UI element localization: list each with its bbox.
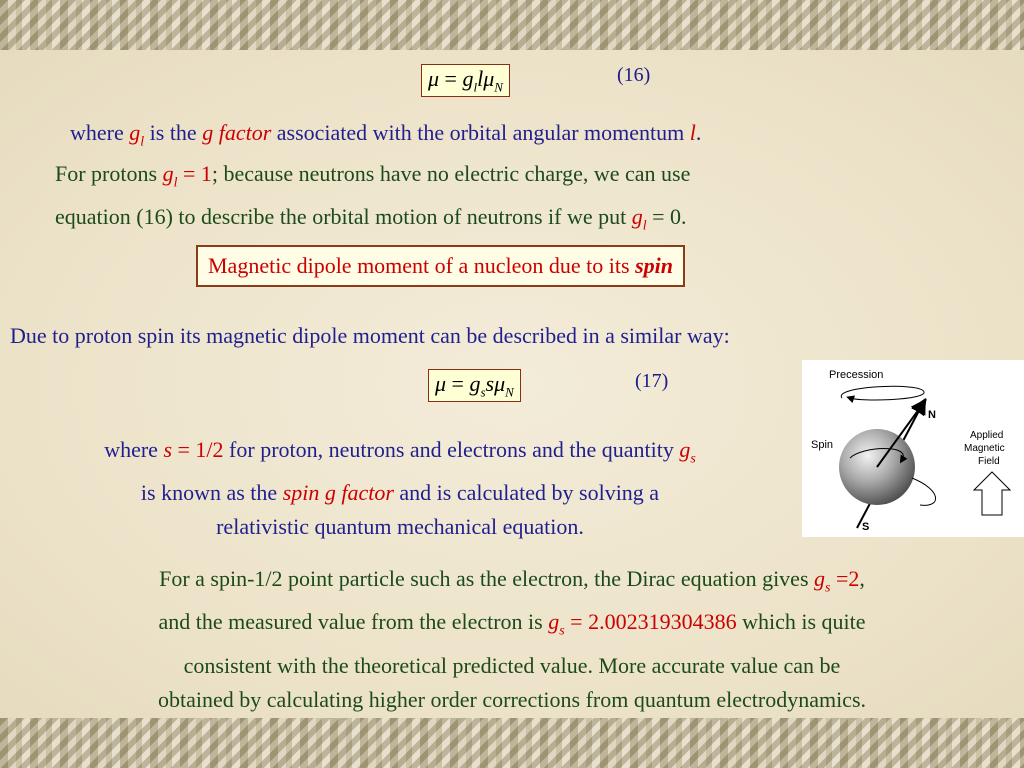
- line-3: consistent with the theoretical predicted value. More accurate value can be: [183, 652, 841, 678]
- mu-n-symbol: μ: [494, 371, 506, 396]
- mu-n-symbol: μ: [483, 66, 495, 91]
- magnetic-label: Magnetic: [964, 443, 1005, 454]
- heading-text: Magnetic dipole moment of a nucleon due to its: [208, 253, 636, 278]
- s-label: S: [862, 521, 870, 533]
- text-where: where: [70, 120, 130, 145]
- text-where: where: [104, 437, 164, 462]
- equals-sign: =: [439, 66, 463, 91]
- mu-subscript: N: [494, 79, 503, 95]
- paragraph-dirac-equation: [20, 562, 1004, 717]
- line-1: [20, 562, 1004, 605]
- s-symbol: s: [485, 371, 495, 396]
- l-symbol: l: [477, 66, 484, 91]
- section-heading: [196, 245, 685, 287]
- text-neutrons: ; because neutrons have no electric charge, we can use: [211, 161, 691, 186]
- text-calculated: and is calculated by solving a: [393, 480, 660, 506]
- precession-arrow: [841, 386, 924, 400]
- g-subscript: l: [140, 134, 145, 150]
- line-1: [55, 157, 690, 200]
- equals-sign: =: [446, 371, 470, 396]
- value-zero: = 0.: [646, 204, 687, 230]
- paragraph-spin-g-factor: [10, 433, 790, 544]
- g-subscript: s: [690, 451, 696, 467]
- value-two: =2: [830, 566, 860, 591]
- line-4: obtained by calculating higher order corrections from quantum electrodynamics.: [157, 686, 867, 712]
- spin-precession-figure: [802, 360, 1024, 537]
- text-measured: and the measured value from the electron is: [158, 609, 549, 635]
- g-subscript: l: [473, 79, 478, 95]
- equation-17-box: [428, 369, 521, 402]
- value-half: = 1/2: [172, 437, 224, 462]
- g-symbol: g: [162, 161, 174, 186]
- spin-diagram: [802, 360, 1024, 537]
- text-orbital: associated with the orbital angular momentum: [271, 120, 690, 145]
- top-border-decoration: [0, 0, 1024, 50]
- text-quite: which is quite: [736, 609, 866, 635]
- field-label: Field: [978, 456, 1000, 467]
- s-symbol: s: [163, 437, 173, 462]
- field-arrow-icon: [974, 472, 1010, 515]
- heading-spin-word: spin: [635, 253, 673, 278]
- text-equation-16: equation (16) to describe the orbital motion of neutrons if we put: [55, 204, 632, 230]
- paragraph-gl-definition: [70, 116, 701, 159]
- line-2: [55, 200, 690, 243]
- mu-symbol: μ: [435, 371, 447, 396]
- equation-16-box: [421, 64, 510, 97]
- g-symbol: g: [469, 371, 481, 396]
- text-quantity: for proton, neutrons and electrons and the quantity: [223, 437, 680, 462]
- text-comma: ,: [859, 566, 865, 591]
- g-subscript: s: [480, 384, 486, 400]
- mu-symbol: μ: [428, 66, 440, 91]
- g-subscript: s: [825, 580, 831, 596]
- equation-16-number: (16): [617, 64, 651, 86]
- spin-g-factor-term: spin g factor: [282, 480, 394, 506]
- text-dirac: For a spin-1/2 point particle such as the electron, the Dirac equation gives: [159, 566, 815, 591]
- g-symbol: g: [679, 437, 691, 462]
- l-symbol: l: [689, 120, 696, 145]
- applied-label: Applied: [970, 430, 1004, 441]
- line-1: [10, 433, 790, 476]
- mu-subscript: N: [505, 384, 514, 400]
- orbit-curve: [912, 478, 936, 505]
- g-symbol: g: [462, 66, 474, 91]
- measured-value: = 2.002319304386: [564, 609, 737, 635]
- g-subscript: l: [173, 175, 178, 191]
- g-subscript: s: [559, 623, 565, 639]
- g-symbol: g: [814, 566, 826, 591]
- precession-label: Precession: [829, 369, 884, 381]
- g-symbol: g: [548, 609, 560, 635]
- line-2: [10, 476, 790, 510]
- text-for-protons: For protons: [55, 161, 163, 186]
- spin-label: Spin: [811, 439, 834, 451]
- value-one: = 1: [177, 161, 212, 186]
- text-known-as: is known as the: [140, 480, 283, 506]
- line-3: relativistic quantum mechanical equation.: [216, 514, 584, 540]
- paragraph-protons-neutrons: [55, 157, 690, 244]
- line-2: [20, 605, 1004, 648]
- g-symbol: g: [631, 204, 643, 230]
- text-is-the: is the: [144, 120, 203, 145]
- equation-17-number: (17): [635, 370, 669, 392]
- bottom-border-decoration: [0, 718, 1024, 768]
- text-period: .: [695, 120, 702, 145]
- g-factor-term: g factor: [202, 120, 272, 145]
- n-label: N: [928, 409, 936, 421]
- g-subscript: l: [642, 218, 647, 234]
- g-symbol: g: [129, 120, 141, 145]
- paragraph-proton-spin: Due to proton spin its magnetic dipole moment can be described in a similar way:: [10, 323, 730, 348]
